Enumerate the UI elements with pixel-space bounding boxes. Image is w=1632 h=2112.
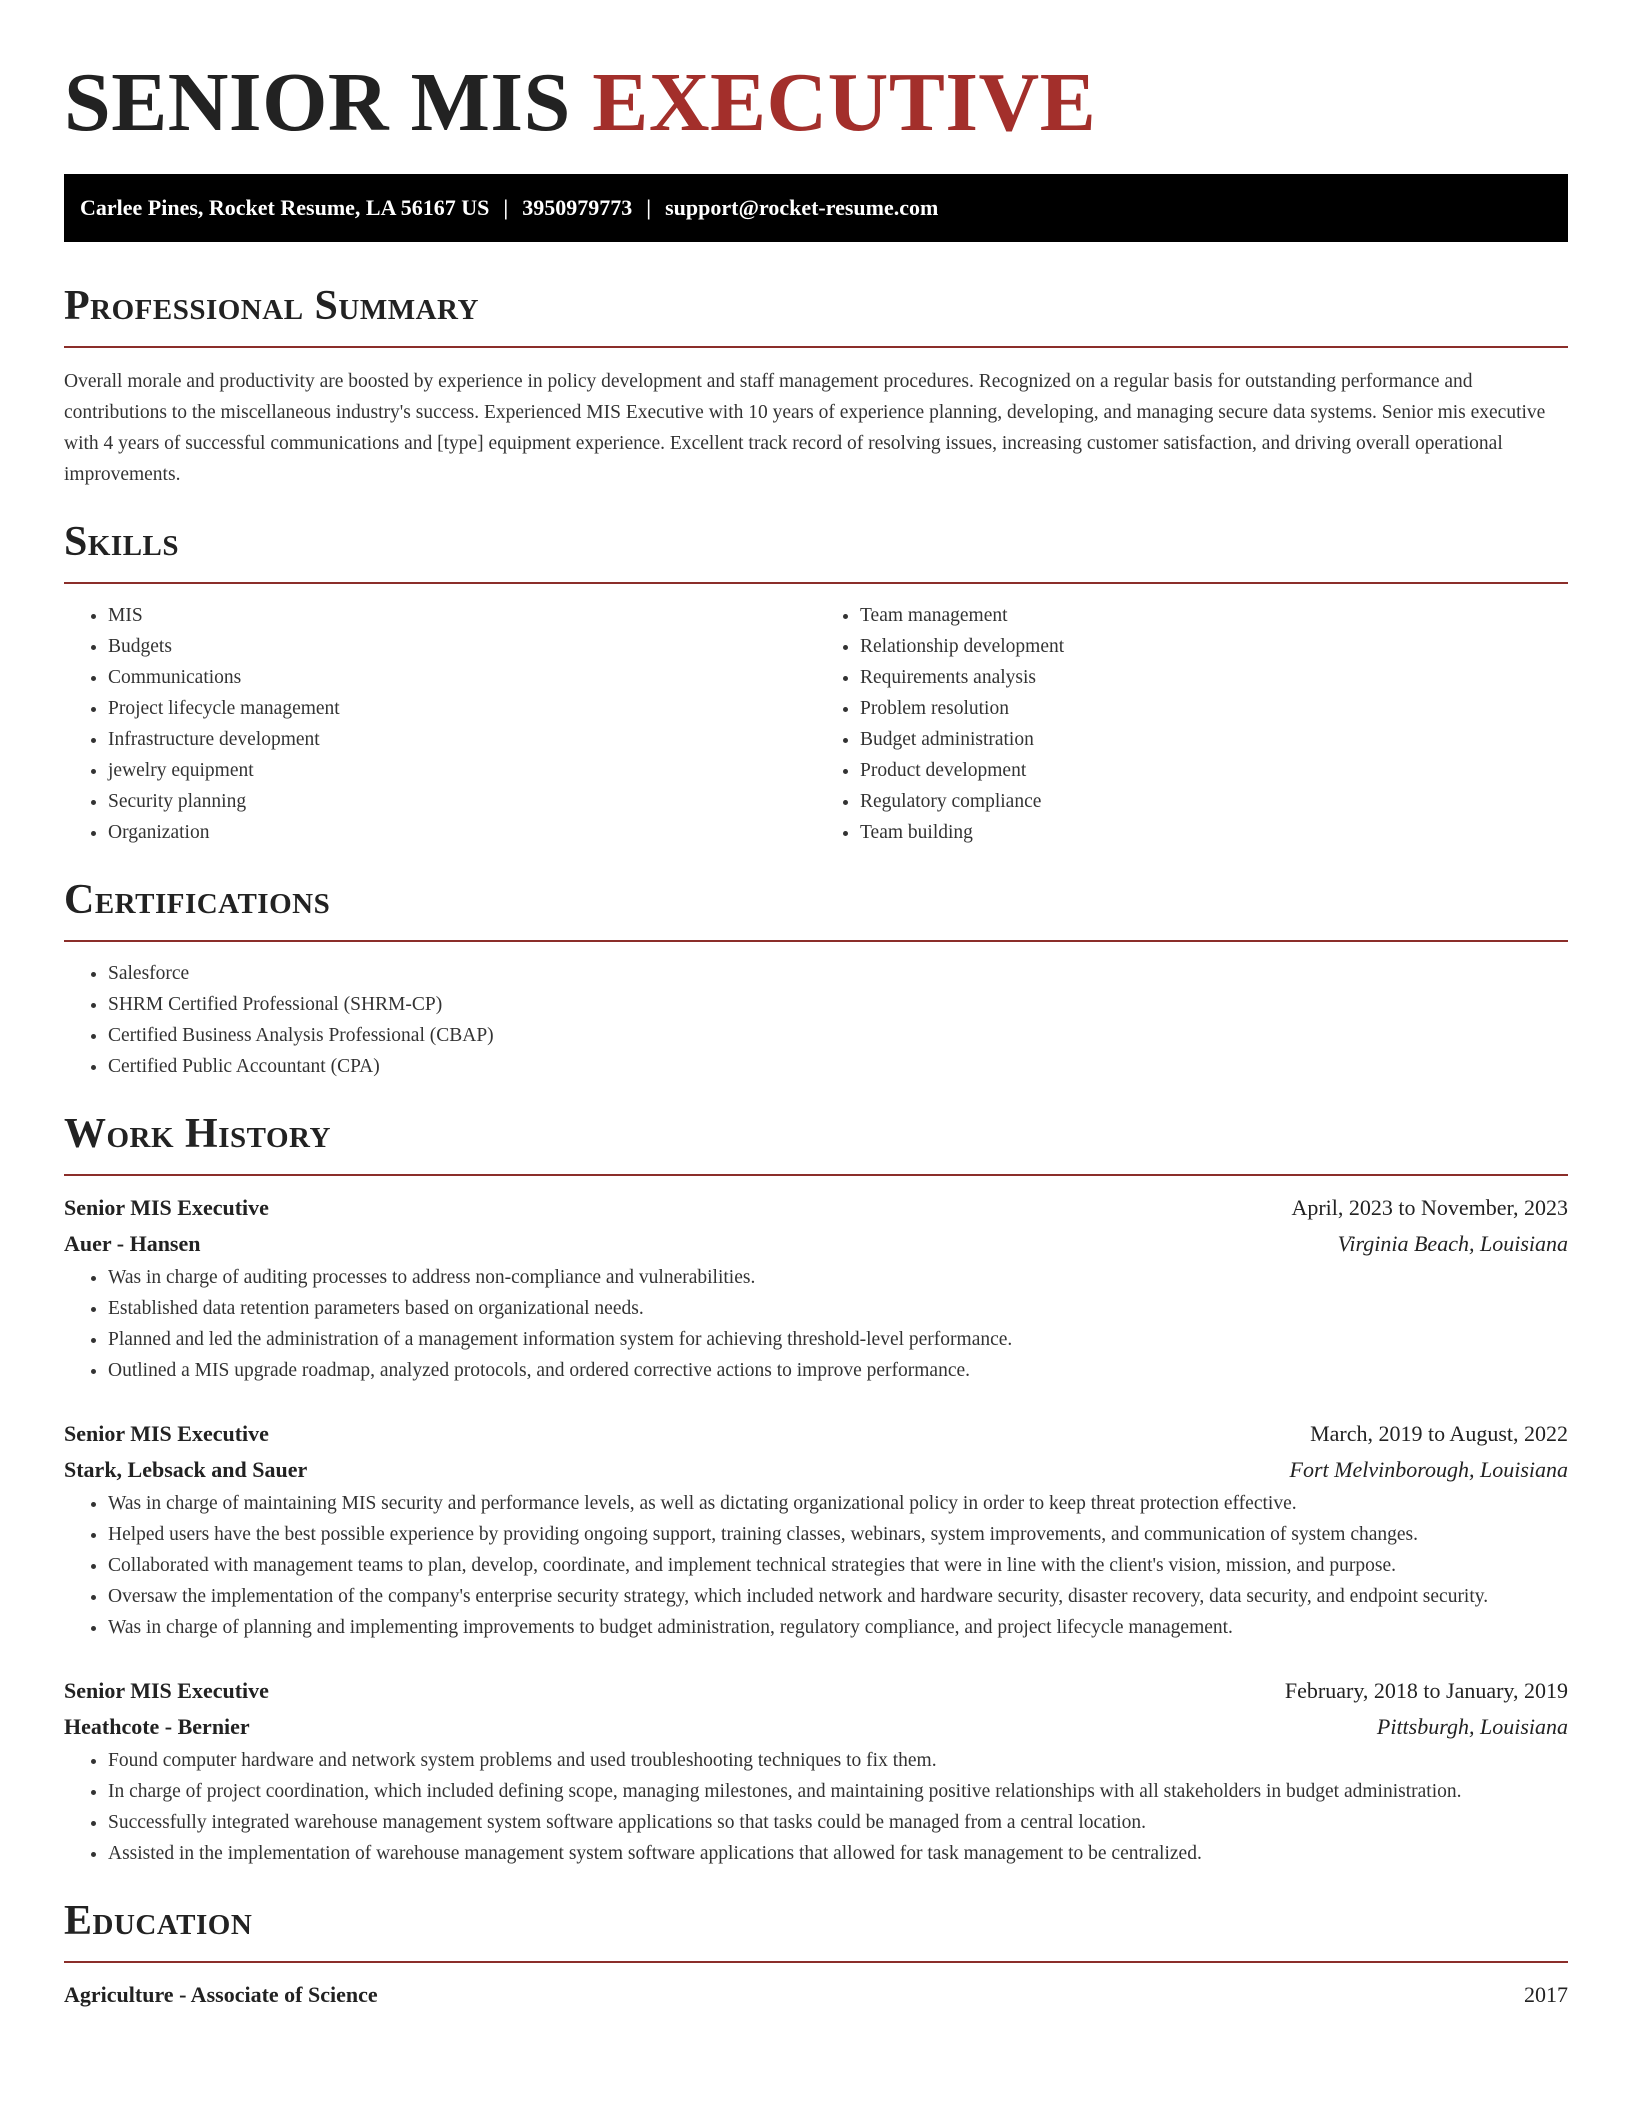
skill-item: • Budgets [108,631,816,662]
contact-bar [64,174,1568,242]
work-history-heading: Work History [64,1111,331,1157]
certifications-list [64,958,1568,1082]
skills-section [64,516,1568,848]
certification-item: • Certified Business Analysis Professional (CBAP) [108,1020,1568,1051]
job-bullet: • Oversaw the implementation of the company's enterprise security strategy, which included network and hardware security, disaster recovery, data security, and endpoint security. [108,1581,1568,1612]
job-bullets [64,1745,1568,1869]
skill-item: • Budget administration [860,724,1568,755]
skills-list-left [64,600,816,848]
job-entry [64,1416,1568,1643]
job-bullet: • Was in charge of maintaining MIS security and performance levels, as well as dictating organizational policy in order to keep threat protection effective. [108,1488,1568,1519]
education-section [64,1895,1568,2013]
skill-item: • Team management [860,600,1568,631]
skill-item: • Problem resolution [860,693,1568,724]
job-title: Senior MIS Executive [64,1678,269,1703]
education-degree: Agriculture - Associate of Science [64,1982,378,2007]
title-accent: EXECUTIVE [592,56,1097,149]
skill-item: • Organization [108,817,816,848]
job-title: Senior MIS Executive [64,1195,269,1220]
summary-heading: Professional Summary [64,283,479,329]
certification-item: • Certified Public Accountant (CPA) [108,1051,1568,1082]
skill-item: • Communications [108,662,816,693]
skill-item: • MIS [108,600,816,631]
job-dates: February, 2018 to January, 2019 [1284,1678,1568,1703]
job-bullets [64,1488,1568,1643]
job-header-row [64,1416,1568,1452]
skill-item: • jewelry equipment [108,755,816,786]
job-bullet: • Planned and led the administration of a management information system for achieving threshold-level performance. [108,1324,1568,1355]
certification-item: • Salesforce [108,958,1568,989]
education-entry [64,1977,1568,2013]
skills-heading: Skills [64,519,180,565]
job-bullet: • Was in charge of auditing processes to address non-compliance and vulnerabilities. [108,1262,1568,1293]
job-bullet: • Was in charge of planning and implementing improvements to budget administration, regulatory compliance, and project lifecycle management. [108,1612,1568,1643]
job-title: Senior MIS Executive [64,1421,269,1446]
section-divider [64,940,1568,942]
job-bullet: • Successfully integrated warehouse management system software applications so that tasks could be managed from a central location. [108,1807,1568,1838]
job-bullet: • Assisted in the implementation of warehouse management system software applications that allowed for task management to be centralized. [108,1838,1568,1869]
work-history-section [64,1108,1568,1869]
job-bullet: • Helped users have the best possible experience by providing ongoing support, training classes, webinars, system improvements, and communication of system changes. [108,1519,1568,1550]
skill-item: • Project lifecycle management [108,693,816,724]
section-divider [64,346,1568,348]
job-dates: March, 2019 to August, 2022 [1310,1421,1568,1446]
contact-phone[interactable]: 3950979773 [522,195,633,220]
skill-item: • Infrastructure development [108,724,816,755]
job-location: Virginia Beach, Louisiana [1337,1231,1568,1256]
job-entry [64,1190,1568,1386]
job-entry [64,1673,1568,1869]
section-divider [64,582,1568,584]
job-bullet: • Outlined a MIS upgrade roadmap, analyzed protocols, and ordered corrective actions to improve performance. [108,1355,1568,1386]
skills-grid [64,600,1568,848]
certifications-heading: Certifications [64,877,331,923]
contact-email[interactable]: support@rocket-resume.com [665,195,939,220]
job-company: Auer - Hansen [64,1231,201,1256]
skill-item: • Product development [860,755,1568,786]
job-bullet: • Established data retention parameters based on organizational needs. [108,1293,1568,1324]
resume-page [64,0,1568,2013]
summary-section [64,280,1568,490]
resume-title [64,0,1568,154]
skill-item: • Team building [860,817,1568,848]
contact-separator: | [503,195,509,220]
skill-item: • Regulatory compliance [860,786,1568,817]
job-company-row [64,1226,1568,1262]
job-header-row [64,1190,1568,1226]
job-dates: April, 2023 to November, 2023 [1291,1195,1568,1220]
job-bullet: • Found computer hardware and network system problems and used troubleshooting techniques to fix them. [108,1745,1568,1776]
education-year: 2017 [1524,1982,1568,2007]
section-divider [64,1961,1568,1963]
certification-item: • SHRM Certified Professional (SHRM-CP) [108,989,1568,1020]
contact-address: Carlee Pines, Rocket Resume, LA 56167 US [80,195,490,220]
skills-list-right [816,600,1568,848]
skill-item: • Relationship development [860,631,1568,662]
education-heading: Education [64,1898,253,1944]
section-divider [64,1174,1568,1176]
job-location: Pittsburgh, Louisiana [1376,1714,1568,1739]
job-company-row [64,1452,1568,1488]
skill-item: • Requirements analysis [860,662,1568,693]
job-company-row [64,1709,1568,1745]
title-main: SENIOR MIS [64,56,571,149]
contact-separator: | [646,195,652,220]
certifications-section [64,874,1568,1082]
job-header-row [64,1673,1568,1709]
job-company: Stark, Lebsack and Sauer [64,1457,308,1482]
summary-text: Overall morale and productivity are boosted by experience in policy development and staff management procedures. Recognized on a regular basis for outstanding performance and contributions to the miscellaneous industry's success. Experienced MIS Executive with 10 years of experience planning, developing, and managing secure data systems. Senior mis executive with 4 years of successful communications and [type] equipment experience. Excellent track record of resolving issues, increasing customer satisfaction, and driving overall operational improvements. [64,371,1546,485]
job-bullets [64,1262,1568,1386]
job-company: Heathcote - Bernier [64,1714,250,1739]
skill-item: • Security planning [108,786,816,817]
job-bullet: • Collaborated with management teams to plan, develop, coordinate, and implement technical strategies that were in line with the client's vision, mission, and purpose. [108,1550,1568,1581]
job-location: Fort Melvinborough, Louisiana [1289,1457,1568,1482]
job-bullet: • In charge of project coordination, which included defining scope, managing milestones, and maintaining positive relationships with all stakeholders in budget administration. [108,1776,1568,1807]
